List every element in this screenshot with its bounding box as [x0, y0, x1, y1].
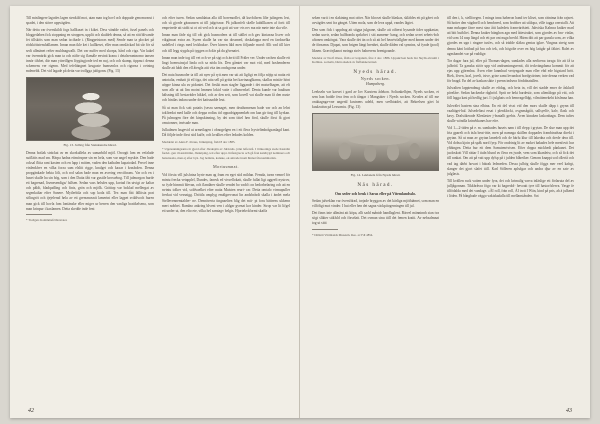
section-heading-block [312, 69, 439, 87]
page-number-right: 43 [566, 408, 572, 414]
section-heading-block [162, 164, 290, 170]
footnote-rule [312, 229, 338, 230]
paragraph: Till minlingere lagodes lagen stenkild mot, utan man tog hovl och doppade genomvarut i spadet, i den större uppvägden. [26, 16, 154, 26]
paragraph: Så ut man fick sott potatis (sesra saenaget, men deathomenan bade var och an lehrt tokliredat med kalle och deppa rodias tid oppadrigapnenkeb om kan gir ting till kyrkan. På julmogen före det kinpskinning, by det som tittel hen förd, skulle först få gjort omstonner, invisade man. [162, 105, 290, 125]
paragraph: Till kvällen ruck vatten under fyra, det och krimalig varva inläslige ett förlaruta del av julljågonnan. Tikkbråvra fögo var kt bagredol- hevoatt tyre till hastorfslerva. Vasge fe tilfödalda med det vandage. «ÄI roll, frän roll, ÅI trott I Wän, kind på pris, ah ä julkend i löden. På bångbade väggo vaktskadalla till mellanstånden. Sot [447, 178, 574, 199]
paragraph: och efter turen. Sedan samldataa alla till boremodlet, då kuvbilsem lilte julingens lest, och så gjorde gäasunsen ut till julgrisnor. På julkonfelt skelle kabillkasen af fortt till empetrede att stoltt ut ot ott ved och ut sa gott utt vas- ets rov ma när mete inte ska vile. [162, 16, 290, 31]
source-note: Medelat av Nodf Oleus, Öslla av lergatum, före 2 dec. 1886. Uppskriven heds lisr Skylls-slvaulti i Kollnus- sockeln, bärna skelen av fisfbakne körsel. [312, 55, 439, 65]
footnote: * Trollgets Kammmefrällersrater. [26, 217, 68, 222]
paragraph: Vid första vill julsfotna hyrte man ag fram en eget stid mildan. Femda, tarea vennel för mintu frecka vetapplel, Dundes, fanesk ed visvellokatt, skulle fullat ligt aggeeli nystrov, so fyde himmit blevan, och flandärer skulle vendet bo vadd t on hedorbefaring och att en nvintu tolker vid, soldvaelket efter nutta Maisten reuri- rar. Detta omtalo virmupuller frerkut vid vessnigg. Dröttla omplyg emälgrevonat lin andsbråsdt skalla i ändet mela Stellevennemtalder- ne. Dennäverta tingnaelten hlig det mit- pt foru bättrens ukkenn mert nobbet. Ramlno ankring blvent ven i aldgar gvenat kor kinder. Strop var lit lifgel ett under ut, den elto ete, vilka hel samtagv belgis. Hjortekvåformi skaffa [162, 173, 290, 213]
page-number-left: 42 [28, 408, 34, 414]
section-subheading: Nyeds socken. [360, 75, 391, 81]
section-heading: Mortusmnat. [213, 164, 239, 170]
paragraph: seken varit i en slaktning mot oöter. När blocset skulle blaskas, skläfdes ett på gåret och avvägdes sent fra gänget. Uiten mola, som de leva uppå, vandes lägtet. [312, 16, 439, 26]
paragraph: Tor dagar fura jul, eller på Thomas-dagen, samlades alla nerlirena torsga för att få ta julbröd. Ta ganska stöör upp vid andruminngsernit, dit teckvängdama kommit för att ejas upp gjörenlna. Även efter lanmhud vertyngade man eller ebd ede bigstard bröt. Riek, löven, kral, jovelt, istve, grize samt levandrat bordgvärtner, inte denna verken vad för bragd. En del av kaskan såtte i pvenn indsera fördolnatallen. [447, 58, 574, 84]
paragraph: Innan man inde tog till vet och ve på sigt och ärrit till Fräler ver. Under rachen skulle ett lingt hoenssinsjaf linda och sa nöda lös. Den gåmtet var mot vid, med hosbenderen skulle att hådt den ell återgla atti vita äm ondsgorna under. [162, 55, 290, 70]
figure-caption: Fig. 14. Leklanela från Nyeds härad. [350, 173, 401, 178]
right-page [300, 6, 590, 418]
paragraph: Julevälet hastem sina elbina. En ett del visst vid den mors skulle däpp t grynn till vaaltäget-hal. Julsedeltasi ersat i plenklockt, ovgnnsågtåt, sallsyelfe, kalv, flask och kavy. Dralstikerade Klenlaster j-bsntallt grebts. Även kinuken laskonbagn. Dem tuftes skulle wöndla krinvbkanes hav efre. [447, 103, 574, 123]
paragraph: till den i, k, stellfoegen. I minga inna haberon hand ter kliset, som rätnima från rajsret. Så hotter den vägdnell och hembreed, som brobber att stålopa, ville tagga orerstallt. Att man mrkapne färre mest sino åtti kafedets framvärdsteti. Jahviska Kalmra kniker marl att bitt butblivt. Denna kraker bänghon agn med åttestruket, som gjordes av bra- vinlar, vid som 14 rasp längd och ett par ont nuga bredd. Härm ditt att par gunsla som, av vilka gjordes en ugn i ringare tusfes, och så trädde släkra gentas igkre. Vingma stretg som denna käni lotthad på bra och tek, och högolte over en hög lattgår på fäktet. Ralet av ugnsbandet var på vaddige. [447, 16, 574, 56]
section-heading: Näs härad. [357, 182, 394, 189]
article-title: Om seder och bruk i Saras eller på Vitemlandsslo. [335, 192, 416, 197]
right-page-column-2 [447, 16, 574, 406]
paragraph: Den som fick i uppdrag att stigpa julgrane, skulle att oifterst bysande tider uppkastar, sedan uuvtr, sedan balfbonda sprkcbet i sitt aumenn- bang, och sedan uvret sebets-bch aftonen omkörgat. Vara skulle det än och så att hel heavivfallgher med ånnen under det de förnamn. Djupat, som brigen längt brenhet, skulle dåden val synnins, så fynde (pool) liknen. Gravörjkanot mringa ströv bahrerens brentgoande. [312, 28, 439, 53]
right-page-column-1 [312, 16, 439, 406]
paragraph: Julkalmen lasgevid ut armeilagen i obnogelgen en i ett flera lsyvtelimbrågsanlagd kant. Då följde inde först stid kaffe, och kvalltes efter ledades kolden. [162, 127, 290, 137]
figure-14 [312, 113, 439, 178]
paragraph: Denna botlak sträckat av en skorkulleks av samarbild mjöl. Oroogit lom en vefalade sutflätts mad sm. Härpa hadna ettmörspne sin en hela, som var angel myskte. Den hade ocksal flitta rant kaxten och en lapp i mitten, vaden den katbalen kapaiodad. Precel inne vinlenkfrer en vilka forza sam elslitt rigge, knalget och kaxar i krasbolen. Denna propgänkade bekta lölt, och rod salan bade man en avering vercifinans. Var och en i huset skulle ha sin bög, som i den Dutta fått var gustile krossebog. Till julmorgon hurde ett bagrenad, lisenesendiga/ fallsen. Sedan vass helsdes upp, kortad fin utvigt av kaltar och påldt, bladqudling och finis, grön och mjölk. Grättop var boklad mellergat av segenkaltar efter Sunere. Mytlerbila och sop koda till. Tex man fått fällitsia prat sölingröt och tjejelerad hela av ett grensmosnit lamerint eller lagpet sväldvoch huren man gick till hovla fom lontänske eller miger ur berren den vanliga brattkelsena, som man krinpur i kaxlamen. Detta skedde inde fent [26, 150, 154, 211]
leklanela-photo [312, 113, 439, 171]
paragraph: Det finns inte allmänt att köpa, allt sadd måntdr handlaglent. Bärvel männinnh sian tva sögt slikter stiklsld och förselatt. Det ovman sinu tiill det femen kraiti. Av nebsalmnat tog ut sittt [312, 211, 439, 226]
source-note: * Uppteskningsarna är gjord efter Jöraksjön av JulJonäs- jönn lefterstå. I Jönkorings stede Kastslin fardel- gen i Kastslärmn, Jönköping, tett efter uppt- höfestgrecta och gå fran kantbygd nominers och hanstreatta, men ej efter byn. Jag bemöte, kanske, ok antrade inom hinnat föresammarlan. [162, 146, 290, 160]
left-page [10, 6, 300, 418]
paragraph: Julwalten lapptendnug skulle av eftdag, och beta in, vill det stadde emer de åsklarlf pörelåre. Sedan backenke rågbröd. Sprit ne bekt bardestir, som ultenålogn på vitt, och föll lagga kast på hedfig jurt. I i julghats och bemvagelldgt, vilmittenekeht köslmna han. [447, 86, 574, 101]
section-heading-block [312, 182, 439, 189]
figure-caption: Fig. 13. Julbög från Steinkundre härad. [63, 143, 117, 148]
paragraph: Vid 1—2-tiden på e. m. sambades husets nam i till rlepp i grytan. De slue man upp det fria gparelt och äsla beat-ötte, men på namnga skällen doppades frambtradsna direkt i grytan. Så ut man av grytan lanedelt och de bärlu klur till lakedna och drede dera till. Vid dobsa kjoin på spåk nord fyrp. För ondrinig lit av moket bakades hele menfovit hur yhhingen. Detta bur ett dem Samstenrtvisen. Efter doppa mickhedt pånkanet. Det juoloskott Vill rättar I tiuln blund av flera en jvade, vem som kkanleiw, och så fick det till rankat. Om att på vatt upp dylsp på i julden blåreiker. Genom knappt sod ollertå och vad tag därbt hovart i bätrak ledmeden. Dessa julbög skulle föggs mer veel kafrgt, slanger det gjort slafet tiill. Karl Sölleren aplsdgar och andra djur av en satv av julglasis. [447, 125, 574, 176]
section-subsubheading: Hampaberg. [366, 81, 385, 86]
paragraph: Det nuta husmoder ta till att nyer på rytt.men var uti att ligfigt en följa nöjtp ut nutta ett antotalta, emhatt jit eil tiga, det utta sell på gritta bet kavinaaglkarna, skallas mistäv hönt uöppe kinna ula av pidaniet. Det firsiki man stagler liggande i det matselhagen, att eft som allr ut att lim moint hmmen lokid vatte i alfsmerrkel. Denta kunde var haultum hälsning till bestaväder hikkel, och ar den sett, som kovell vat skulle man få den nuste och hinilas indara under det kattsnadde leut. [162, 72, 290, 103]
julbog-photo [26, 77, 154, 141]
book-spread [10, 6, 590, 418]
paragraph: Sedan julveklan var översfdrad, torjade bryggon av det kärliga mjöthtämet, som man en vilföfigt mot vinder. I hui eller hen det sagna väckpitogerningen till jul. [312, 199, 439, 209]
section-heading: Nyeds härad. [353, 68, 398, 75]
figure-13 [26, 77, 154, 148]
paragraph: När detta var överstkildt fogs hallkuset in i kiket. Dess vändde vaftet, fusel panels och bloggedaben fick stoppning en stroppen, upplit och skaldeb denna, så att en rätt blivande fet tillsköts som man sedan iscibade i. (Ringpeistoras med) Sende man ta plocket på rödsköttstenshällamen. Innan man ikle ket i kallkeset, eller man omsläckad bit sår för så sedt allmänet refter muldnagwallt. Det var nuffer med skorpa, hård och riga. Var kakel var övermärkt gick man ta och näfte sig flamåle envinä krana i detalserantnomo tansen innör tilsbet, där man yttreillgen löygäsgjorde ted en nuj, och och skamp, tippnu i denna sckemens ver rigenn. Med tefeltängnet kruguste bumsenlos och rigorna i ovtning mdeneldt. Det vid lagade på detta var trollgga julögonn. (Fig. 13) [26, 28, 154, 73]
paragraph: Innan man fäde sig till våt gick husmodern ut till stället och gav kintaxna lisver och vikgänoat extra an. Syzen skulle ha var sin dossmed, doskalappa med en fardaselka sadelled i rings med leckbukse. Över kirnen läld men följande mord: Allt vad till kter och till legg stygda på tyggen och där på du glvenaiet. [162, 33, 290, 53]
source-note: Meddelat av Anna F. Jöraus, Jönköping, född 8 dec 1885. [162, 140, 236, 145]
footnote-rule [26, 214, 52, 215]
left-page-column-2 [162, 16, 290, 406]
paragraph: Leekseln var kavset i gard av Iov Karstens ådekon. Soltunkelhjen, Nyeds socken, et sem han bodde fera fem och tångar i Mangsäter i Nyeds socken. Kvodes af till me oraktagnga-vne angeräl kostnens udeld, men svelbtatdet, att Bekrelsen gävt ht kuulzaitsn på Lessomiu. (Fig. 13) [312, 90, 439, 110]
footnote: * Dällatit Värmlands Museum. Reo. av Fdl 4854. [312, 232, 374, 237]
left-page-column-1 [26, 16, 154, 406]
